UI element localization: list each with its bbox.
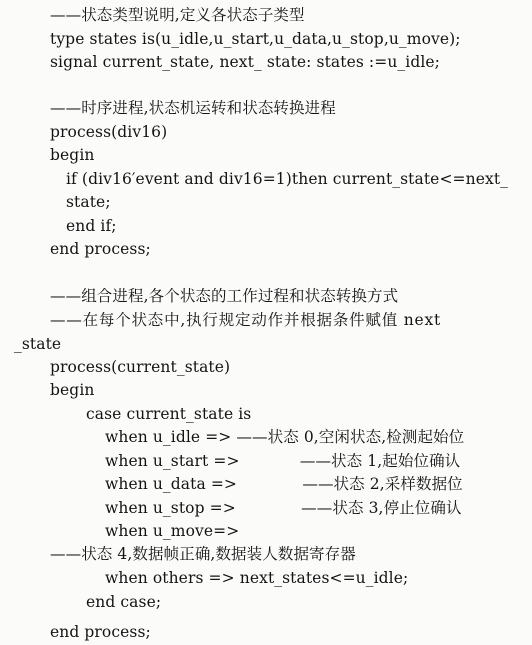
code-line-end-if: end if; [66, 217, 117, 235]
code-line-signal-declaration: signal current_state, next_ state: states :=u_idle; [50, 53, 440, 71]
code-line-process-current-state: process(current_state) [50, 358, 231, 376]
code-line-case-statement: case current_state is [86, 405, 252, 423]
code-line-if-condition: if (div16′event and div16=1)then current_state<=next_ [66, 170, 509, 188]
code-line-next-state-continuation: _state [14, 335, 62, 353]
code-line-end-process: end process; [50, 240, 151, 258]
code-line-process-div16: process(div16) [50, 123, 168, 141]
code-line-comment-sequential-process: ——时序进程,状态机运转和状态转换进程 [50, 99, 336, 117]
code-line-end-process-final: end process; [50, 623, 151, 641]
code-line-comment-state-type: ——状态类型说明,定义各状态子类型 [50, 6, 305, 24]
code-line-when-idle: when u_idle => ——状态 0,空闲状态,检测起始位 [105, 428, 465, 446]
code-line-when-move: when u_move=> [105, 522, 240, 540]
code-line-comment-state4: ——状态 4,数据帧正确,数据装人数据寄存器 [50, 545, 356, 563]
code-line-end-case: end case; [86, 593, 162, 611]
code-line-when-start: when u_start => ——状态 1,起始位确认 [105, 452, 461, 470]
code-line-comment-combinational-process: ——组合进程,各个状态的工作过程和状态转换方式 [50, 287, 399, 305]
code-line-begin: begin [50, 381, 95, 399]
code-line-when-data: when u_data => ——状态 2,采样数据位 [105, 475, 463, 493]
code-line-type-declaration: type states is(u_idle,u_start,u_data,u_stop,u_move); [50, 30, 461, 48]
code-line-when-others: when others => next_states<=u_idle; [105, 569, 409, 587]
code-line-state-continuation: state; [66, 193, 111, 211]
code-line-begin: begin [50, 146, 95, 164]
code-line-comment-each-state: ——在每个状态中,执行规定动作并根据条件赋值 next [50, 311, 442, 329]
code-line-when-stop: when u_stop => ——状态 3,停止位确认 [105, 499, 462, 517]
